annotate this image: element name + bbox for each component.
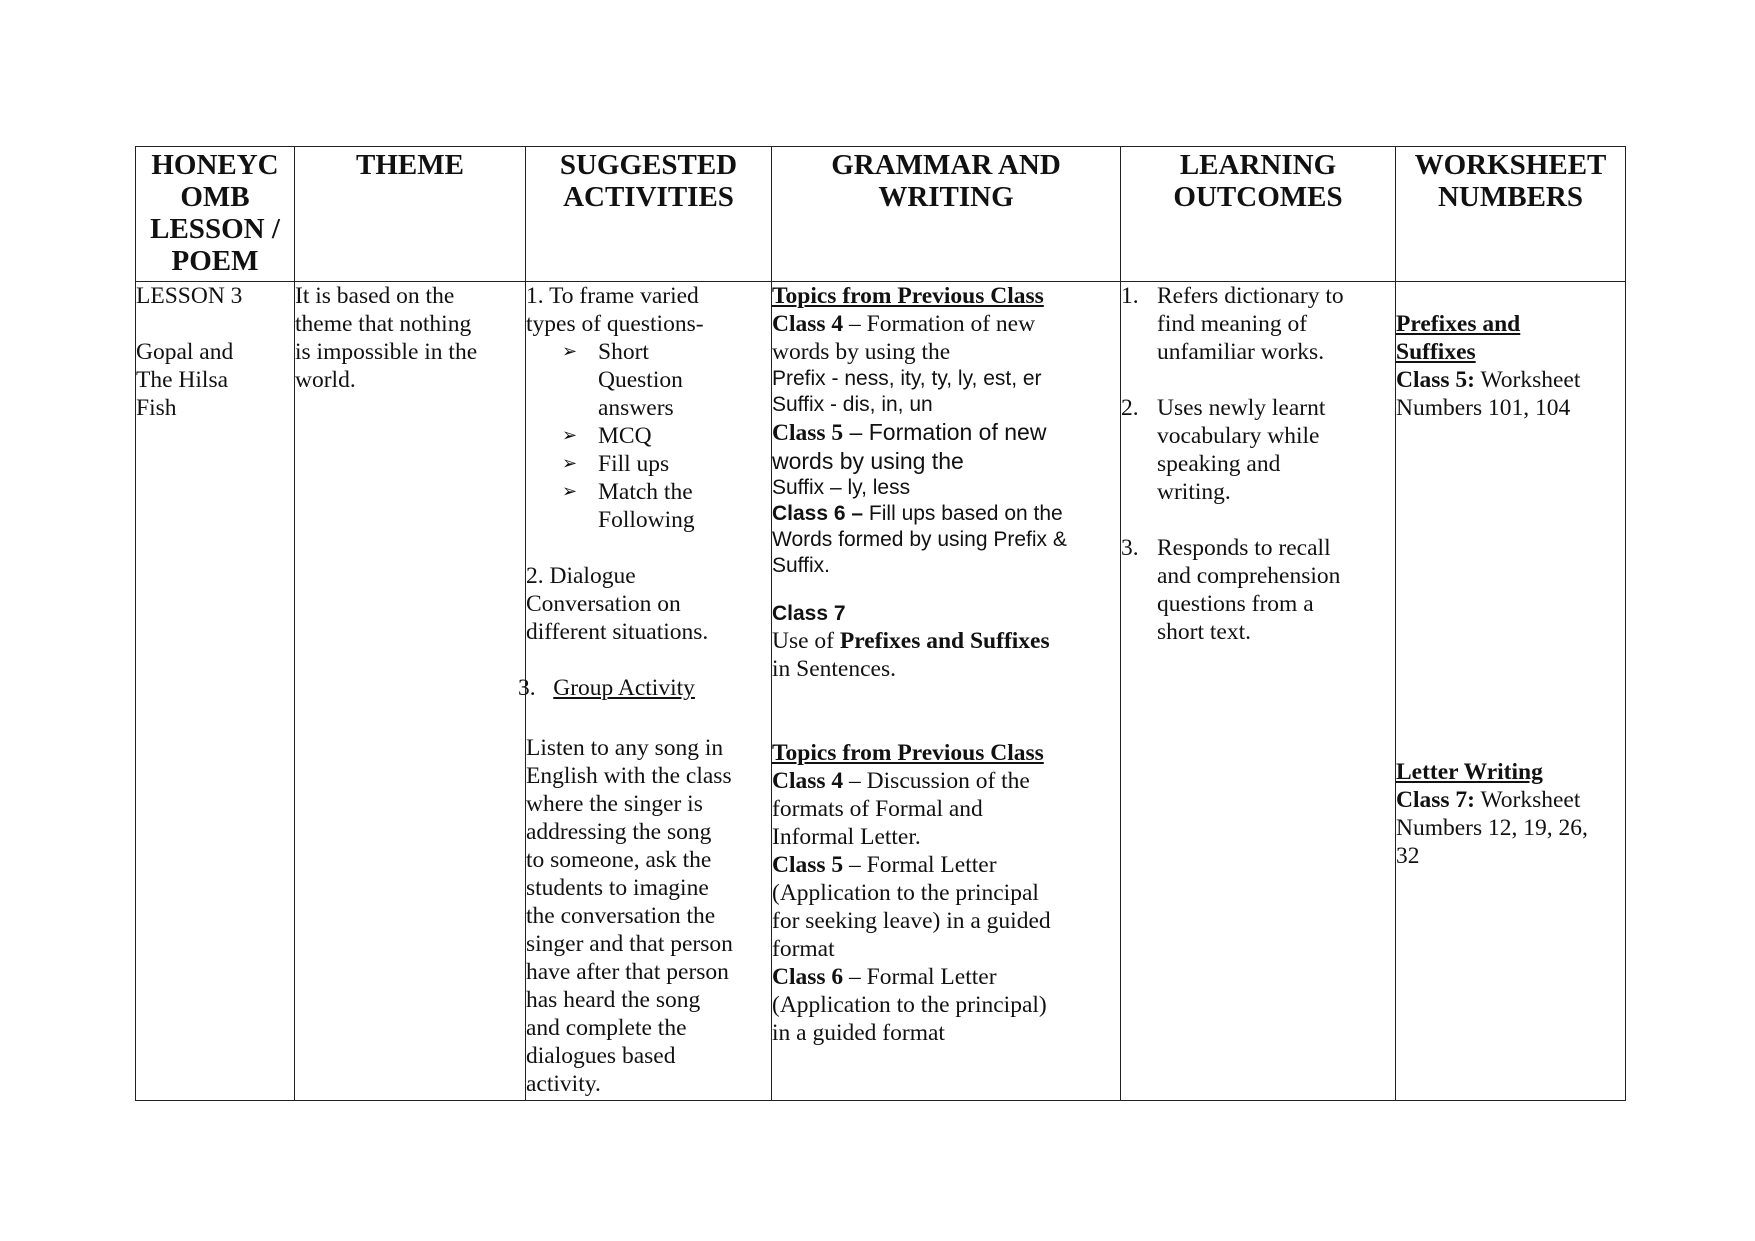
bullet-item: ➢ Match the Following [562, 479, 695, 533]
grammar-line: words by using the [772, 448, 964, 474]
activity-3-heading: 3. Group Activity [518, 675, 695, 701]
group-activity-line: has heard the song [526, 987, 701, 1013]
activity-2-line: 2. Dialogue [526, 563, 636, 589]
activity-1-line: 1. To frame varied [526, 283, 699, 309]
group-activity-line: dialogues based [526, 1043, 676, 1069]
lesson-title-line: Gopal and [136, 339, 234, 365]
group-activity-line: singer and that person [526, 931, 733, 957]
theme-line: theme that nothing [295, 311, 472, 337]
header-outcomes: LEARNING OUTCOMES [1121, 147, 1396, 282]
worksheets-cell [1396, 282, 1626, 1101]
group-activity-line: where the singer is [526, 791, 703, 817]
grammar-line: format [772, 936, 835, 962]
group-activity-line: and complete the [526, 1015, 687, 1041]
grammar-line: Class 4 – Formation of new [772, 311, 1036, 337]
grammar-line: (Application to the principal) [772, 992, 1047, 1018]
arrow-bullet-icon: ➢ [562, 453, 578, 474]
worksheet-line: Numbers 12, 19, 26, [1396, 815, 1588, 841]
outcome-item: 1. Refers dictionary to find meaning of unfamiliar works. [1121, 283, 1344, 365]
lesson-number: LESSON 3 [136, 283, 243, 309]
activity-2-line: different situations. [526, 619, 709, 645]
header-row [136, 147, 1626, 282]
worksheet-line: Class 7: Worksheet [1396, 787, 1581, 813]
lesson-plan-table [135, 146, 1626, 1101]
activities-cell [518, 282, 772, 1101]
grammar-line: in a guided format [772, 1020, 945, 1046]
grammar-line: (Application to the principal [772, 880, 1039, 906]
theme-line: It is based on the [295, 283, 455, 309]
group-activity-line: addressing the song [526, 819, 712, 845]
grammar-line: Suffix - dis, in, un [772, 393, 933, 416]
worksheet-line: Numbers 101, 104 [1396, 395, 1571, 421]
lesson-row [136, 282, 1626, 1101]
arrow-bullet-icon: ➢ [562, 341, 578, 362]
grammar-line: words by using the [772, 339, 951, 365]
theme-cell [295, 282, 526, 1101]
outcomes-cell [1121, 282, 1396, 1101]
worksheet-line: Class 5: Worksheet [1396, 367, 1581, 393]
theme-line: world. [295, 367, 356, 393]
worksheet-heading: Prefixes and [1396, 311, 1521, 337]
grammar-line: Prefix - ness, ity, ty, ly, est, er [772, 367, 1042, 390]
group-activity-line: Listen to any song in [526, 735, 724, 761]
worksheet-heading: Letter Writing [1396, 759, 1543, 785]
group-activity-line: students to imagine [526, 875, 709, 901]
header-activities: SUGGESTED ACTIVITIES [526, 147, 772, 282]
bullet-item: ➢ MCQ [562, 423, 652, 449]
outcome-item: 2. Uses newly learnt vocabulary while speaking and writing. [1121, 395, 1326, 505]
header-theme: THEME [295, 147, 526, 282]
grammar-line: Class 7 [772, 602, 846, 625]
activity-1-line: types of questions- [526, 311, 704, 337]
activity-2-line: Conversation on [526, 591, 681, 617]
group-activity-line: to someone, ask the [526, 847, 712, 873]
grammar-line: Class 5 – Formal Letter [772, 852, 997, 878]
outcome-item: 3. Responds to recall and comprehension questions from a short text. [1121, 535, 1341, 645]
grammar-cell [772, 282, 1121, 1101]
lesson-cell [136, 282, 295, 1101]
group-activity-line: have after that person [526, 959, 729, 985]
grammar-line: Informal Letter. [772, 824, 921, 850]
grammar-line: Use of Prefixes and Suffixes [772, 628, 1050, 654]
bullet-item: ➢ Fill ups [562, 451, 670, 477]
grammar-line: formats of Formal and [772, 796, 983, 822]
grammar-line: Suffix – ly, less [772, 476, 911, 499]
arrow-bullet-icon: ➢ [562, 481, 578, 502]
worksheet-heading: Suffixes [1396, 339, 1476, 365]
lesson-title-line: Fish [136, 395, 177, 421]
group-activity-line: English with the class [526, 763, 732, 789]
grammar-line: Class 6 – Fill ups based on the [772, 502, 1063, 525]
grammar-line: Class 5 – Formation of new [772, 419, 1047, 446]
theme-line: is impossible in the [295, 339, 478, 365]
header-grammar: GRAMMAR AND WRITING [772, 147, 1121, 282]
bullet-item: ➢ Short Question answers [562, 339, 683, 421]
arrow-bullet-icon: ➢ [562, 425, 578, 446]
group-activity-line: activity. [526, 1071, 601, 1097]
grammar-line: Suffix. [772, 554, 830, 577]
section-heading: Topics from Previous Class [772, 283, 1044, 309]
grammar-line: Class 4 – Discussion of the [772, 768, 1030, 794]
section-heading: Topics from Previous Class [772, 740, 1044, 766]
header-lesson: HONEYC OMB LESSON / POEM [136, 147, 295, 282]
header-worksheets: WORKSHEET NUMBERS [1396, 147, 1626, 282]
grammar-line: Words formed by using Prefix & [772, 528, 1067, 551]
grammar-line: for seeking leave) in a guided [772, 908, 1051, 934]
grammar-line: Class 6 – Formal Letter [772, 964, 997, 990]
group-activity-line: the conversation the [526, 903, 716, 929]
worksheet-line: 32 [1396, 843, 1420, 869]
lesson-title-line: The Hilsa [136, 367, 229, 393]
grammar-line: in Sentences. [772, 656, 896, 682]
